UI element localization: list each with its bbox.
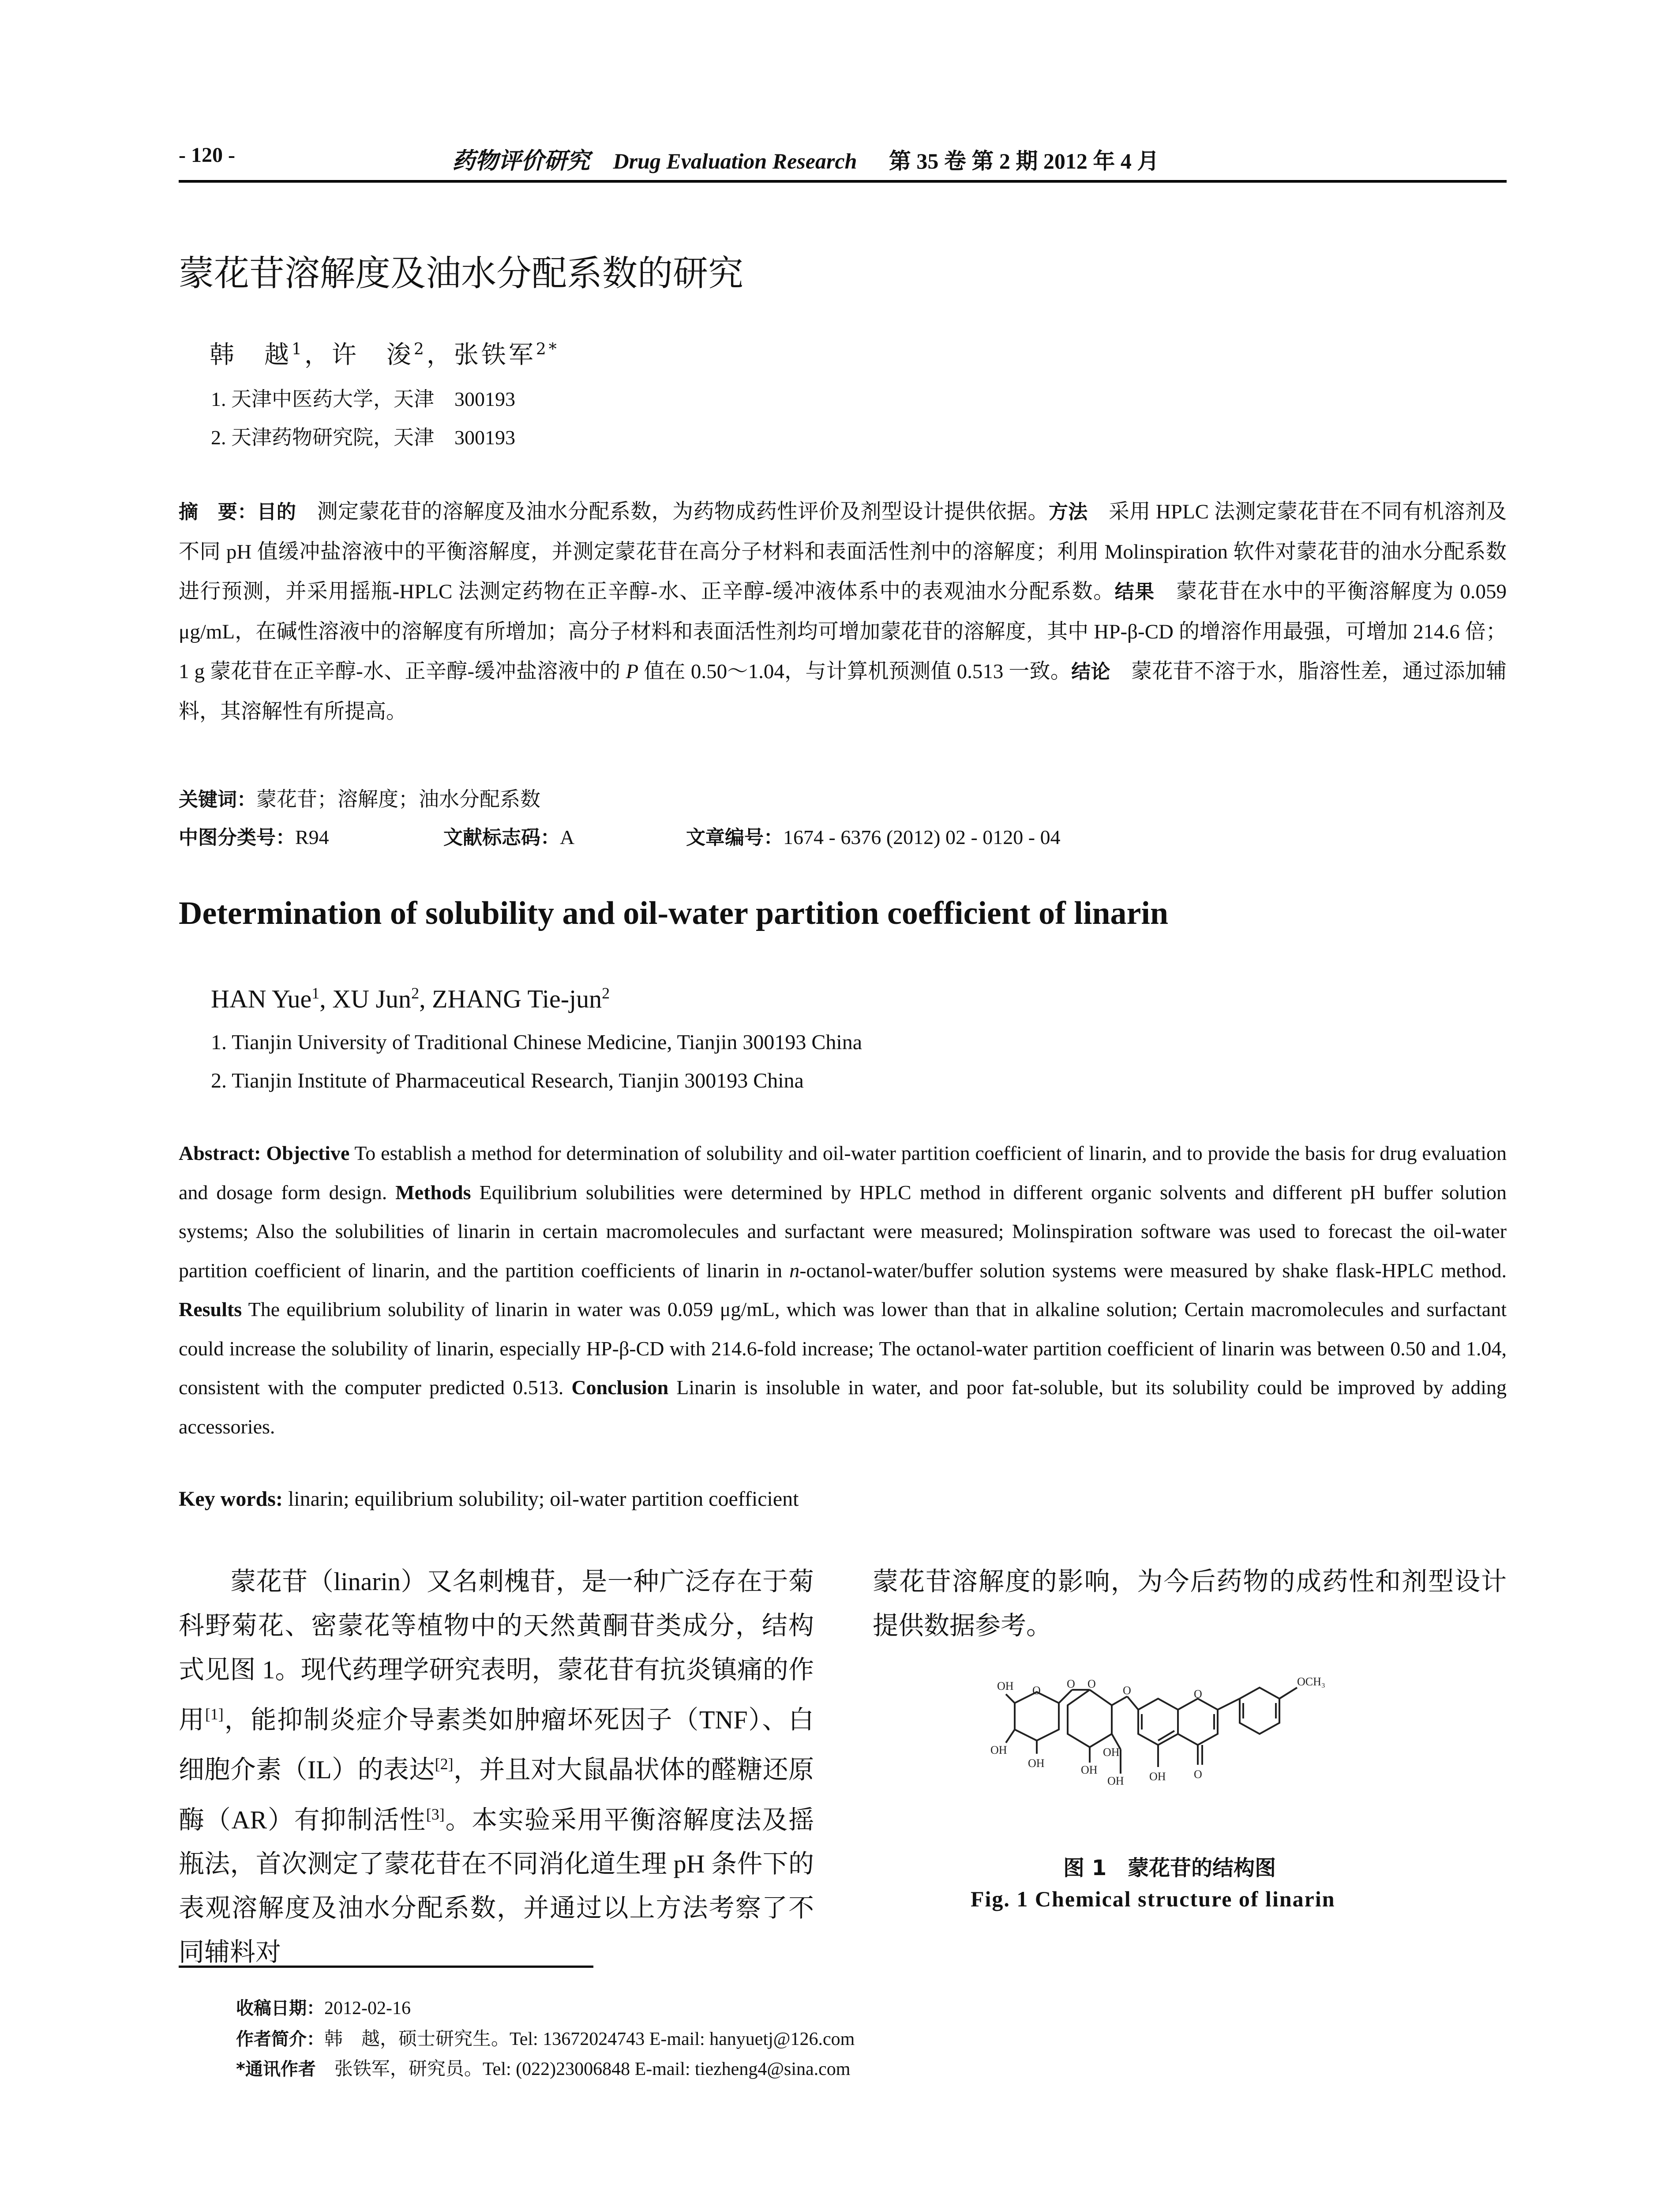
conclusion-label: Conclusion — [571, 1376, 669, 1399]
footnote-corresponding — [236, 2054, 850, 2081]
author-sup: 1 — [292, 340, 304, 359]
author-sup: 2* — [536, 340, 559, 359]
results-label: 结果 — [1114, 581, 1155, 603]
authors-en — [211, 984, 610, 1013]
received-date: 2012-02-16 — [324, 1998, 411, 2018]
atom-label: OH — [1028, 1757, 1045, 1770]
chemical-structure-figure — [988, 1668, 1429, 1853]
corresponding-label: *通讯作者 — [236, 2059, 316, 2079]
author-info-label: 作者简介： — [236, 2029, 324, 2049]
author-sup: 2 — [411, 984, 420, 1002]
objective-text: 测定蒙花苷的溶解度及油水分配系数，为药物成药性评价及剂型设计提供依据。 — [296, 500, 1049, 523]
atom-label: O — [1194, 1688, 1202, 1700]
results-label: Results — [179, 1298, 242, 1321]
methods-label: 方法 — [1048, 501, 1088, 523]
doc-code-label: 文献标志码： — [443, 826, 560, 849]
body-right-column: 蒙花苷溶解度的影响，为今后药物的成药性和剂型设计提供数据参考。 — [873, 1567, 1507, 1640]
author-sup: 2 — [413, 340, 427, 359]
results-text-2: 值在 0.50～1.04，与计算机预测值 0.513 一致。 — [638, 660, 1072, 683]
authors-cn — [210, 335, 559, 371]
paper-title-en: Determination of solubility and oil-water partition coefficient of linarin — [179, 895, 1169, 931]
affiliation-cn-1: 1. 天津中医药大学，天津 300193 — [211, 388, 515, 410]
author-name: HAN Yue — [211, 984, 312, 1013]
running-header — [179, 138, 1507, 183]
methods-n: n — [789, 1259, 800, 1282]
issue-info: 第 35 卷 第 2 期 2012 年 4 月 — [889, 149, 1159, 173]
conclusion-text: 蒙花苷不溶于水，脂溶性差，通过添加辅料，其溶解性有所提高。 — [179, 660, 1507, 723]
journal-name-en: Drug Evaluation Research — [613, 149, 857, 173]
keywords-text: linarin; equilibrium solubility; oil-water partition coefficient — [282, 1487, 799, 1511]
corresponding-info: 张铁军，研究员。Tel: (022)23006848 E-mail: tiezheng4@sina.com — [315, 2059, 851, 2079]
linarin-structure-svg — [988, 1668, 1429, 1853]
objective-label: Abstract: Objective — [179, 1142, 350, 1164]
footnote-author — [236, 2024, 855, 2051]
atom-label: O — [1088, 1677, 1096, 1690]
author-name: ，许 浚 — [304, 341, 414, 369]
affiliation-en-2: 2. Tianjin Institute of Pharmaceutical Research, Tianjin 300193 China — [211, 1069, 804, 1092]
journal-name-cn: 药物评价研究 — [452, 149, 590, 174]
reference-mark: [2] — [435, 1755, 454, 1773]
author-name: , ZHANG Tie-jun — [419, 984, 602, 1013]
atom-label: OCH₃ — [1297, 1675, 1325, 1688]
abstract-en — [179, 1134, 1507, 1446]
doc-code-value: A — [560, 826, 575, 848]
abstract-label: 摘 要： — [179, 501, 257, 523]
figure-caption-cn: 图 1 蒙花苷的结构图 — [1063, 1856, 1276, 1880]
footnote-divider — [179, 1966, 593, 1968]
results-p: P — [626, 660, 639, 683]
atom-label: O — [1194, 1768, 1202, 1781]
conclusion-text: Linarin is insoluble in water, and poor fat-soluble, but its solubility could be improved by adding accessories. — [179, 1376, 1507, 1438]
results-text: The equilibrium solubility of linarin in water was 0.059 μg/mL, which was lower than that in alkaline solution; Certain macromolecules and surfactant could increase the solubility of linarin, especially HP-β-CD with 214.6-fold increase; The octanol-water partition coefficient of linarin was between 0.50 and 1.04, consistent with the computer predicted 0.513. — [179, 1298, 1507, 1399]
results-text: 蒙花苷在水中的平衡溶解度为 0.059 μg/mL，在碱性溶液中的溶解度有所增加；高分子材料和表面活性剂均可增加蒙花苷的溶解度，其中 HP-β-CD 的增溶作用最强，可增加 214.6 倍；1 g 蒙花苷在正辛醇-水、正辛醇-缓冲盐溶液中的 — [179, 580, 1507, 683]
methods-label: Methods — [395, 1181, 471, 1204]
body-text: 蒙花苷（linarin）又名刺槐苷，是一种广泛存在于菊科野菊花、密蒙花等植物中的天然黄酮苷类成分，结构式见图 1。现代药理学研究表明，蒙花苷有抗炎镇痛的作用 — [179, 1567, 814, 1734]
structure-bonds — [1006, 1688, 1297, 1774]
clc-label: 中图分类号： — [179, 826, 295, 849]
atom-label: OH — [1081, 1763, 1098, 1776]
journal-header — [452, 142, 1159, 175]
page-number: - 120 - — [179, 143, 235, 167]
affiliation-cn-2: 2. 天津药物研究院，天津 300193 — [211, 426, 515, 449]
author-info: 韩 越，硕士研究生。Tel: 13672024743 E-mail: hanyuetj@126.com — [324, 2029, 855, 2049]
paper-title-cn: 蒙花苷溶解度及油水分配系数的研究 — [179, 253, 743, 294]
received-label: 收稿日期： — [236, 1998, 324, 2018]
keywords-text: 蒙花苷；溶解度；油水分配系数 — [256, 788, 540, 810]
methods-text: 采用 HPLC 法测定蒙花苷在不同有机溶剂及不同 pH 值缓冲盐溶液中的平衡溶解度，并测定蒙花苷在高分子材料和表面活性剂中的溶解度；利用 Molinspiration 软件对蒙花苷的油水分配系数进行预测，并采用摇瓶-HPLC 法测定药物在正辛醇-水、正辛醇-缓冲液体系中的表观油水分配系数。 — [179, 500, 1507, 603]
author-sup: 1 — [311, 984, 320, 1002]
objective-text: To establish a method for determination of solubility and oil-water partition coefficient of linarin, and to provide the basis for drug evaluation and dosage form design. — [179, 1142, 1507, 1204]
author-sup: 2 — [602, 984, 610, 1002]
classification-line — [179, 822, 1507, 850]
atom-label: OH — [997, 1680, 1014, 1692]
author-name: 韩 越 — [210, 341, 292, 369]
atom-label: OH — [1103, 1746, 1120, 1759]
author-name: ，张铁军 — [426, 341, 536, 369]
atom-label: O — [1067, 1677, 1075, 1690]
keywords-en — [179, 1487, 799, 1511]
keywords-cn — [179, 783, 540, 812]
body-left-column — [179, 1560, 814, 1974]
affiliation-en-1: 1. Tianjin University of Traditional Chinese Medicine, Tianjin 300193 China — [211, 1031, 862, 1054]
body-text: ，并且对大鼠晶状体的醛糖还原酶（AR）有抑制活性 — [179, 1755, 814, 1834]
figure-caption-en: Fig. 1 Chemical structure of linarin — [971, 1887, 1335, 1911]
atom-label: OH — [990, 1744, 1007, 1756]
objective-label: 目的 — [257, 501, 296, 523]
author-name: , XU Jun — [319, 984, 412, 1013]
body-text: ，能抑制炎症介导素类如肿瘤坏死因子（TNF）、白细胞介素（IL）的表达 — [179, 1705, 814, 1784]
abstract-cn — [179, 492, 1507, 732]
conclusion-label: 结论 — [1071, 660, 1110, 683]
reference-mark: [1] — [205, 1705, 224, 1723]
article-no-label: 文章编号： — [686, 826, 783, 849]
footnote-received — [236, 1994, 411, 2019]
keywords-label: Key words: — [179, 1487, 283, 1511]
methods-text-2: -octanol-water/buffer solution systems were measured by shake flask-HPLC method. — [799, 1259, 1507, 1282]
article-no-value: 1674 - 6376 (2012) 02 - 0120 - 04 — [783, 826, 1061, 848]
atom-label: O — [1032, 1684, 1041, 1697]
reference-mark: [3] — [426, 1805, 445, 1823]
structure-labels — [990, 1675, 1325, 1787]
atom-label: OH — [1107, 1775, 1124, 1787]
atom-label: OH — [1149, 1770, 1166, 1783]
body-text: 。本实验采用平衡溶解度法及摇瓶法，首次测定了蒙花苷在不同消化道生理 pH 条件下的表观溶解度及油水分配系数，并通过以上方法考察了不同辅料对 — [179, 1805, 814, 1966]
keywords-label: 关键词： — [179, 788, 256, 811]
methods-text: Equilibrium solubilities were determined by HPLC method in different organic solvents and different pH buffer solution systems; Also the solubilities of linarin in certain macromolecules and surfactant were measured; Molinspiration software was used to forecast the oil-water partition coefficient of linarin, and the partition coefficients of linarin in — [179, 1181, 1507, 1282]
atom-label: O — [1123, 1684, 1131, 1697]
clc-value: R94 — [295, 826, 329, 848]
